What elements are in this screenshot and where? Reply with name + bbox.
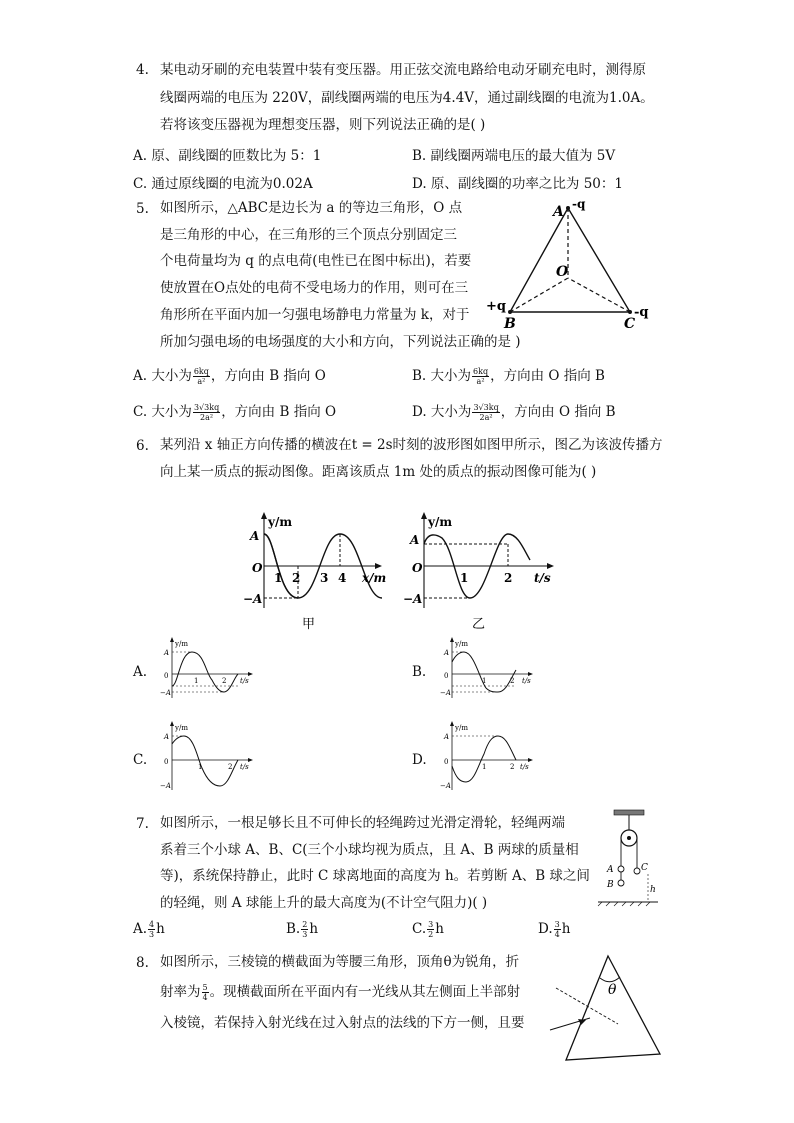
- jia-caption: 甲: [302, 617, 316, 632]
- jia-tick-1: 1: [274, 571, 283, 585]
- opt-d-t1: 1: [482, 763, 487, 771]
- option-text: ，方向由 B 指向 O: [210, 368, 326, 384]
- q8-line-2: [160, 982, 520, 1002]
- pulley-h-label: h: [650, 885, 656, 895]
- q4-line-1: 某电动牙刷的充电装置中装有变压器。用正弦交流电路给电动牙刷充电时，测得原: [160, 62, 646, 78]
- q5-option-a[interactable]: [133, 364, 326, 386]
- fraction: [427, 920, 434, 939]
- jia-tick-3: 3: [320, 571, 329, 585]
- q4-line-3: 若将该变压器视为理想变压器，则下列说法正确的是( ): [160, 117, 486, 133]
- option-label: A. 大小为: [133, 368, 192, 384]
- option-label: C.: [412, 921, 427, 937]
- q8-line-3: 入棱镜，若保持入射光线在过入射点的法线的下方一侧，且要: [160, 1015, 525, 1031]
- q6-option-c[interactable]: C.: [133, 752, 148, 768]
- q8-line-2-end: 。现横截面所在平面内有一光线从其左侧面上半部射: [209, 984, 521, 1000]
- opt-d-neg-a: −A: [440, 782, 451, 790]
- jia-tick-4: 4: [338, 571, 347, 585]
- vertex-c-label: C: [624, 316, 636, 332]
- option-label: B.: [286, 921, 301, 937]
- jia-ylabel: y/m: [268, 515, 293, 529]
- opt-c-a: A: [164, 733, 170, 741]
- q5-line-3: 个电荷量均为 q 的点电荷(电性已在图中标出)，若要: [160, 253, 472, 269]
- pulley-figure: [594, 808, 664, 908]
- fraction-denominator: a²: [197, 377, 206, 386]
- q6-line-2: 向上某一质点的振动图像。距离该质点 1m 处的质点的振动图像可能为( ): [160, 464, 597, 480]
- option-label: B. 大小为: [412, 368, 472, 384]
- opt-b-t1: 1: [482, 677, 487, 685]
- opt-a-xlabel: t/s: [240, 677, 249, 685]
- jia-neg-a-label: −A: [243, 592, 263, 606]
- fraction-numerator: 3√3kq: [473, 403, 499, 412]
- opt-b-a: A: [444, 649, 450, 657]
- refractive-index-fraction: [202, 983, 209, 1002]
- fraction-denominator: 2a²: [479, 413, 493, 422]
- fraction: [472, 403, 499, 422]
- yi-a-label: A: [410, 533, 420, 547]
- q6-option-a[interactable]: A.: [133, 664, 148, 680]
- prism-theta-label: θ: [608, 982, 617, 998]
- opt-c-t1: 1: [198, 763, 203, 771]
- q7-line-2: 系着三个小球 A、B、C(三个小球均视为质点，且 A、B 两球的质量相: [160, 842, 579, 858]
- q5-line-6: 所加匀强电场的电场强度的大小和方向，下列说法正确的是 ): [160, 334, 521, 350]
- pulley-c-label: C: [641, 863, 648, 873]
- q7-option-a[interactable]: [133, 920, 165, 939]
- q4-number: 4.: [136, 62, 149, 78]
- q8-line-2-start: 射率为: [160, 984, 201, 1000]
- opt-b-ylabel: y/m: [455, 640, 468, 648]
- yi-ylabel: y/m: [428, 515, 453, 529]
- option-text: h: [435, 921, 444, 937]
- option-label: D.: [538, 921, 553, 937]
- jia-a-label: A: [250, 529, 260, 543]
- opt-d-origin: 0: [444, 758, 449, 766]
- opt-b-neg-a: −A: [440, 689, 451, 697]
- q5-option-c[interactable]: [133, 400, 336, 422]
- option-text: ，方向由 B 指向 O: [221, 404, 337, 420]
- fraction-numerator: 3: [428, 920, 434, 929]
- option-text: h: [561, 921, 571, 937]
- yi-tick-2: 2: [504, 571, 513, 585]
- fraction-denominator: 4: [554, 930, 560, 939]
- yi-tick-1: 1: [460, 571, 469, 585]
- q4-option-c[interactable]: C. 通过原线圈的电流为0.02A: [133, 176, 313, 192]
- prism-figure: [540, 950, 670, 1068]
- fraction-numerator: 3: [554, 920, 560, 929]
- q7-line-1: 如图所示，一根足够长且不可伸长的轻绳跨过光滑定滑轮，轻绳两端: [160, 815, 565, 831]
- fraction-denominator: a²: [476, 377, 485, 386]
- opt-d-a: A: [444, 733, 450, 741]
- option-c-graph[interactable]: [150, 720, 260, 794]
- opt-b-t2: 2: [510, 677, 515, 685]
- q5-line-2: 是三角形的中心，在三角形的三个顶点分别固定三: [160, 227, 457, 243]
- option-text: h: [309, 921, 319, 937]
- fraction-numerator: 4: [149, 920, 155, 929]
- fraction: [193, 403, 220, 422]
- q7-number: 7.: [136, 816, 149, 832]
- fraction-numerator: 2: [302, 920, 308, 929]
- q4-option-a[interactable]: A. 原、副线圈的匝数比为 5：1: [133, 148, 322, 164]
- q4-line-2: 线圈两端的电压为 220V，副线圈两端的电压为4.4V，通过副线圈的电流为1.0A。: [160, 90, 654, 106]
- opt-b-origin: 0: [444, 672, 449, 680]
- vibration-graph-yi: [400, 510, 560, 632]
- option-label: A.: [133, 921, 148, 937]
- fraction-numerator: 6kq: [473, 367, 489, 376]
- opt-a-neg-a: −A: [160, 689, 171, 697]
- pulley-b-label: B: [607, 880, 614, 890]
- charge-a-label: -q: [572, 197, 586, 211]
- fraction-denominator: 2a²: [200, 413, 214, 422]
- vertex-b-label: B: [504, 316, 516, 332]
- vertex-a-label: A: [553, 204, 564, 220]
- opt-c-origin: 0: [164, 758, 169, 766]
- opt-a-ylabel: y/m: [175, 640, 188, 648]
- wave-graph-jia: [240, 510, 390, 632]
- fraction-denominator: 2: [428, 930, 434, 939]
- center-o-label: O: [556, 264, 569, 280]
- triangle-charges-figure: [480, 196, 660, 336]
- option-label: D. 大小为: [412, 404, 472, 420]
- option-a-graph[interactable]: [150, 636, 260, 702]
- q5-option-d[interactable]: [412, 400, 616, 422]
- opt-c-ylabel: y/m: [175, 724, 188, 732]
- charge-c-label: -q: [634, 305, 649, 320]
- q4-option-b[interactable]: B. 副线圈两端电压的最大值为 5V: [412, 148, 616, 164]
- yi-origin-label: O: [412, 561, 423, 575]
- q6-line-1: 某列沿 x 轴正方向传播的横波在t = 2s时刻的波形图如图甲所示，图乙为该波传播方: [160, 437, 663, 453]
- option-d-graph[interactable]: [430, 720, 540, 794]
- q5-line-4: 使放置在O点处的电荷不受电场力的作用，则可在三: [160, 280, 469, 296]
- fraction: [554, 920, 561, 939]
- opt-d-xlabel: t/s: [520, 763, 529, 771]
- q5-line-5: 角形所在平面内加一匀强电场静电力常量为 k，对于: [160, 307, 470, 323]
- opt-b-xlabel: t/s: [522, 677, 531, 685]
- q5-number: 5.: [136, 201, 149, 217]
- fraction: [301, 920, 308, 939]
- opt-a-t2: 2: [222, 677, 227, 685]
- opt-d-t2: 2: [510, 763, 515, 771]
- charge-b-label: +q: [486, 299, 506, 314]
- jia-origin-label: O: [252, 561, 263, 575]
- fraction-numerator: 3√3kq: [193, 403, 220, 412]
- option-text: ，方向由 O 指向 B: [500, 404, 616, 420]
- yi-caption: 乙: [472, 617, 486, 632]
- opt-a-origin: 0: [164, 672, 169, 680]
- option-text: ，方向由 O 指向 B: [490, 368, 605, 384]
- yi-xlabel: t/s: [534, 571, 551, 585]
- fraction: [148, 920, 155, 939]
- q7-line-4: 的轻绳，则 A 球能上升的最大高度为(不计空气阻力)( ): [160, 895, 488, 911]
- jia-xlabel: x/m: [362, 571, 387, 585]
- fraction-numerator: 5: [202, 983, 208, 992]
- option-label: C. 大小为: [133, 404, 192, 420]
- q7-option-d[interactable]: [538, 920, 570, 939]
- fraction-denominator: 3: [302, 930, 308, 939]
- option-text: h: [156, 921, 165, 937]
- opt-c-xlabel: t/s: [240, 763, 249, 771]
- yi-neg-a-label: −A: [403, 592, 423, 606]
- fraction-numerator: 6kq: [193, 367, 209, 376]
- q8-line-1: 如图所示，三棱镜的横截面为等腰三角形，顶角θ为锐角，折: [160, 954, 520, 970]
- q6-option-b[interactable]: B.: [412, 664, 427, 680]
- opt-c-t2: 2: [228, 763, 233, 771]
- fraction: [193, 367, 210, 386]
- q5-line-1: 如图所示，△ABC是边长为 a 的等边三角形，O 点: [160, 200, 463, 216]
- pulley-a-label: A: [607, 865, 614, 875]
- q6-number: 6.: [136, 438, 149, 454]
- q5-option-b[interactable]: [412, 364, 605, 386]
- jia-tick-2: 2: [292, 571, 301, 585]
- fraction: [472, 367, 489, 386]
- opt-c-neg-a: −A: [160, 782, 171, 790]
- opt-a-t1: 1: [194, 677, 199, 685]
- q6-option-d[interactable]: D.: [412, 752, 427, 768]
- q7-option-b[interactable]: [286, 920, 318, 939]
- option-b-graph[interactable]: [430, 636, 540, 702]
- q7-line-3: 等)，系统保持静止，此时 C 球离地面的高度为 h。若剪断 A、B 球之间: [160, 868, 590, 884]
- q4-option-d[interactable]: D. 原、副线圈的功率之比为 50：1: [412, 176, 623, 192]
- opt-d-ylabel: y/m: [455, 724, 468, 732]
- fraction-denominator: 4: [202, 993, 208, 1002]
- q7-option-c[interactable]: [412, 920, 444, 939]
- fraction-denominator: 3: [149, 930, 155, 939]
- q8-number: 8.: [136, 955, 149, 971]
- opt-a-a: A: [164, 649, 170, 657]
